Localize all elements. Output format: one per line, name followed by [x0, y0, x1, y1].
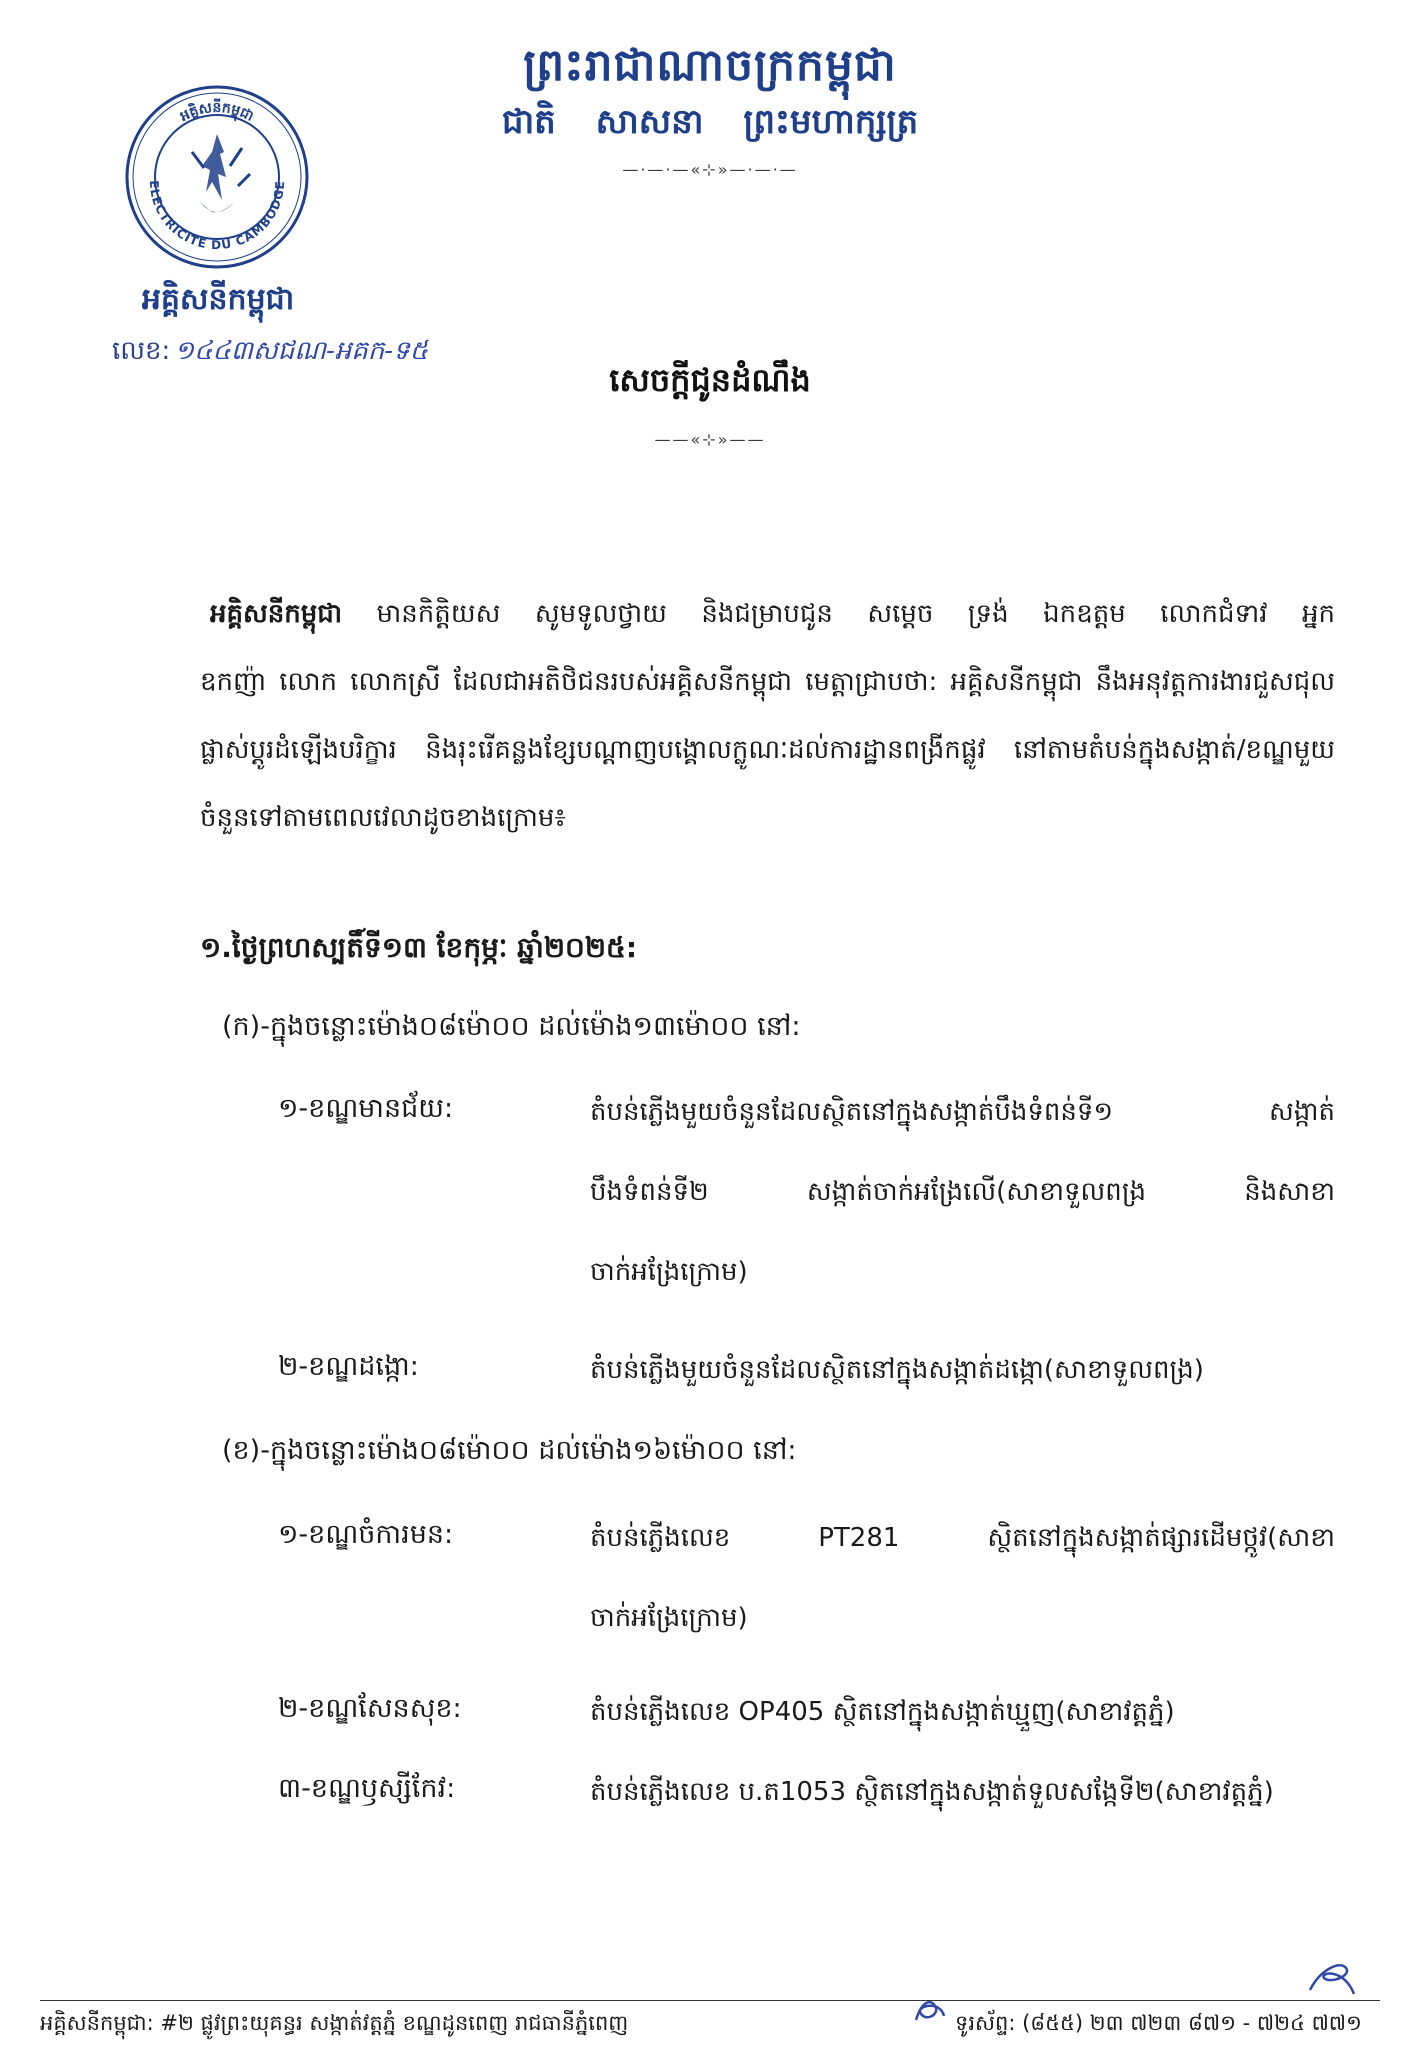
section-b-item-2-label: ២-ខណ្ឌសែនសុខ:	[278, 1693, 462, 1724]
header-ornament: —·—·—«⊹»—·—·—	[622, 160, 798, 179]
section-a-item-1-desc	[590, 1072, 1335, 1312]
desc-line: តំបន់ភ្លើងមួយចំនួនដែលស្ថិតនៅក្នុងសង្កាត់ដង្កោ(សាខាទួលពង្រ)	[590, 1355, 1204, 1385]
desc-line: បឹងទំពន់ទី២ សង្កាត់ចាក់អង្រែលើ(សាខាទួលពង្រ និងសាខា	[590, 1177, 1335, 1207]
intro-line-1	[210, 580, 1335, 648]
intro-line-3: ផ្លាស់ប្ដូរដំឡើងបរិក្ខារ និងរុះរើគន្លងខ្សែបណ្ដាញបង្គោលក្លូណៈដល់ការដ្ឋានពង្រីកផ្លូវ នៅតាមតំបន់ក្នុងសង្កាត់/ខណ្ឌមួយ	[200, 735, 1335, 765]
desc-line: តំបន់ភ្លើងលេខ ប.ត1053 ស្ថិតនៅក្នុងសង្កាត់ទួលសង្កែទី២(សាខាវត្តភ្នំ)	[590, 1777, 1274, 1807]
desc-line: ចាក់អង្រែក្រោម)	[590, 1257, 748, 1287]
seal-ring-text-fr: ELECTRICITE DU CAMBODGE	[146, 179, 288, 253]
signature-mark-icon	[1300, 1950, 1360, 2000]
title-ornament: ——«⊹»——	[654, 430, 766, 449]
kingdom-heading: ព្រះរាជាណាចក្រកម្ពុជា	[523, 40, 897, 91]
intro-line-1-text: មានកិត្តិយស សូមទូលថ្វាយ និងជម្រាបជូន សម្ដេច ទ្រង់ ឯកឧត្ដម លោកជំទាវ អ្នក	[376, 599, 1335, 629]
section-b-item-2-desc	[590, 1672, 1335, 1752]
section-b-item-1-desc	[590, 1498, 1335, 1658]
reference-label: លេខ:	[112, 336, 171, 366]
intro-line-4: ចំនួនទៅតាមពេលវេលាដូចខាងក្រោម៖	[200, 803, 566, 833]
intro-paragraph	[200, 580, 1335, 852]
seal-ring-text: អគ្គិសនីកម្ពុជា	[177, 99, 257, 125]
organization-name: អគ្គិសនីកម្ពុជា	[141, 282, 295, 317]
section-a-item-2-label: ២-ខណ្ឌដង្កោ:	[278, 1351, 419, 1382]
footer-phone: ទូរស័ព្ទ: (៨៥៥) ២៣ ៧២៣ ៨៧១ - ៧២៤ ៧៧១	[955, 2011, 1362, 2035]
section-b-item-1-label: ១-ខណ្ឌចំការមន:	[278, 1519, 454, 1550]
section-b-heading: (ខ)-ក្នុងចន្លោះម៉ោង០៨ម៉ោ០០ ដល់ម៉ោង១៦ម៉ោ០០ នៅ:	[222, 1435, 797, 1466]
section-a-heading: (ក)-ក្នុងចន្លោះម៉ោង០៨ម៉ោ០០ ដល់ម៉ោង១៣ម៉ោ០០ នៅ:	[222, 1011, 801, 1042]
intro-lead: អគ្គិសនីកម្ពុជា	[210, 599, 343, 629]
desc-line: តំបន់ភ្លើងលេខ OP405 ស្ថិតនៅក្នុងសង្កាត់ឃ្មួញ(សាខាវត្តភ្នំ)	[590, 1697, 1175, 1727]
section-a-item-2-desc	[590, 1330, 1335, 1410]
schedule-date: ១.ថ្ងៃព្រហស្បតិ៍ទី១៣ ខែកុម្ភៈ ឆ្នាំ២០២៥:	[200, 931, 638, 964]
intro-line-2: ឧកញ៉ា លោក លោកស្រី ដែលជាអតិថិជនរបស់អគ្គិសនីកម្ពុជា មេត្តាជ្រាបថា: អគ្គិសនីកម្ពុជា នឹងអនុវត្តការងារជួសជុល	[200, 667, 1335, 697]
section-a-item-1-label: ១-ខណ្ឌមានជ័យ:	[278, 1093, 454, 1124]
desc-line: តំបន់ភ្លើងលេខ PT281 ស្ថិតនៅក្នុងសង្កាត់ផ្សារដើមថ្កូវ(សាខា	[590, 1523, 1335, 1553]
svg-text:អគ្គិសនីកម្ពុជា	[178, 98, 257, 125]
desc-line: តំបន់ភ្លើងមួយចំនួនដែលស្ថិតនៅក្នុងសង្កាត់បឹងទំពន់ទី១ សង្កាត់	[590, 1097, 1335, 1127]
footer-address: អគ្គិសនីកម្ពុជា: #២ ផ្លូវព្រះយុគន្ធរ សង្កាត់វត្តភ្នំ ខណ្ឌដូនពេញ រាជធានីភ្នំពេញ	[40, 2011, 629, 2035]
section-b-item-3-label: ៣-ខណ្ឌឫស្សីកែវ:	[278, 1773, 456, 1804]
document-title: សេចក្ដីជូនដំណឹង	[609, 361, 811, 399]
national-motto: ជាតិ សាសនា ព្រះមហាក្សត្រ	[501, 102, 919, 142]
footer-divider	[40, 2000, 1380, 2001]
desc-line: ចាក់អង្រែក្រោម)	[590, 1603, 748, 1633]
edc-seal-logo	[122, 82, 312, 272]
section-b-item-3-desc	[590, 1752, 1335, 1832]
initials-mark-icon	[910, 1990, 950, 2030]
reference-value: ១៤៤៣សជណ-អគក-ទ៥	[174, 336, 428, 366]
